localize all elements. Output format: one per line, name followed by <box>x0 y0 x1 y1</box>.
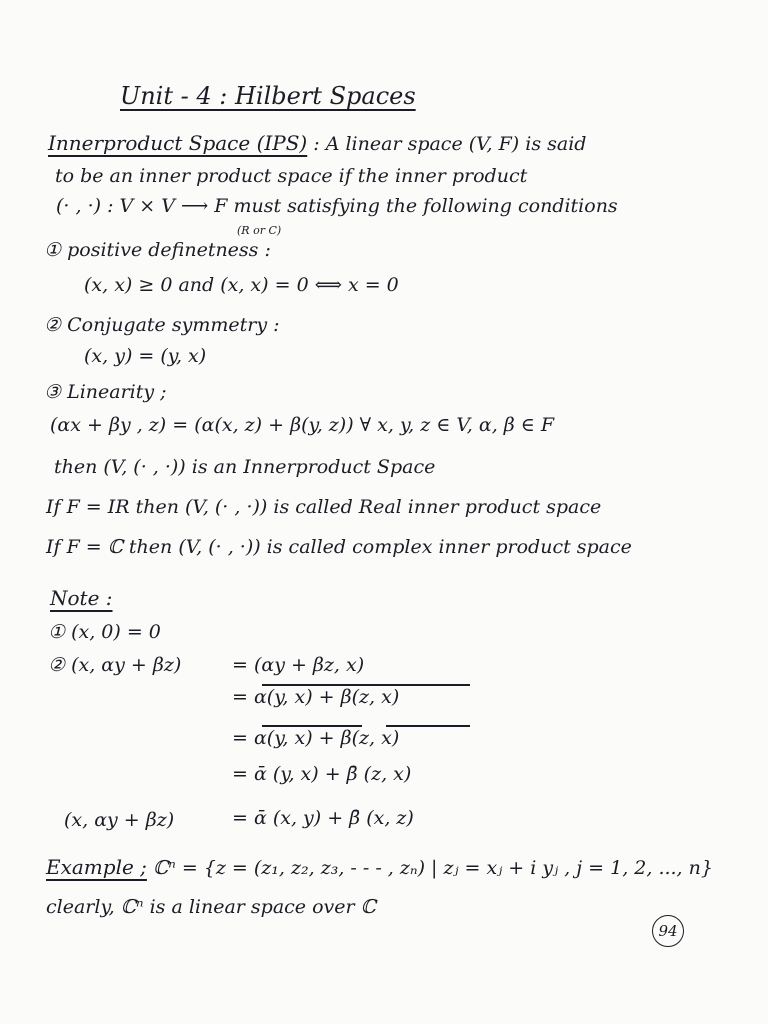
condition-1-label-text: positive definetness : <box>67 239 271 261</box>
note-item-1: ① (x, 0) = 0 <box>48 621 161 643</box>
page-title: Unit - 4 : Hilbert Spaces <box>120 82 416 110</box>
ips-heading: Innerproduct Space (IPS) <box>48 131 308 155</box>
condition-2-label-text: Conjugate symmetry : <box>67 314 280 336</box>
page-number-text: 94 <box>658 922 678 940</box>
condition-3-label <box>44 380 167 404</box>
condition-3-formula: (αx + βy , z) = (α(x, z) + β(y, z)) ∀ x, y, z ∈ V, α, β ∈ F <box>50 414 555 436</box>
note-result-lhs: (x, αy + βz) <box>64 809 175 831</box>
condition-2-marker: ② <box>44 314 62 336</box>
note-result-rhs: = ᾱ (x, y) + β̄ (x, z) <box>232 807 414 829</box>
example-heading: Example ; <box>46 855 147 879</box>
condition-1-marker: ① <box>44 239 62 261</box>
ips-definition-line-2: to be an inner product space if the inner product <box>55 165 528 187</box>
ips-definition-line-3: (· , ·) : V × V ⟶ F must satisfying the following conditions <box>56 195 618 217</box>
field-note: (R or C) <box>237 224 282 237</box>
note-heading: Note : <box>50 586 113 610</box>
then-line: then (V, (· , ·)) is an Innerproduct Space <box>54 456 436 478</box>
note-item-2-lhs: ② (x, αy + βz) <box>48 654 182 676</box>
complex-ips-line: If F = ℂ then (V, (· , ·)) is called complex inner product space <box>46 536 632 558</box>
condition-2-label <box>44 313 280 337</box>
ips-line-1-text: : A linear space (V, F) is said <box>313 133 587 155</box>
condition-1-label <box>44 238 271 262</box>
example-line-1 <box>46 855 713 880</box>
condition-1-formula: (x, x) ≥ 0 and (x, x) = 0 ⟺ x = 0 <box>84 274 399 296</box>
example-line-2: clearly, ℂⁿ is a linear space over ℂ <box>46 896 376 918</box>
conjugate-bar-step-2 <box>262 684 470 686</box>
ips-definition-line-1 <box>48 131 586 156</box>
note-step-3: = α(y, x) + β(z, x) <box>232 727 400 749</box>
real-ips-line: If F = IR then (V, (· , ·)) is called Real inner product space <box>46 496 602 518</box>
conjugate-bar-step-3b <box>386 725 470 727</box>
condition-3-marker: ③ <box>44 381 62 403</box>
conjugate-bar-step-3a <box>262 725 362 727</box>
note-step-2: = α(y, x) + β(z, x) <box>232 686 400 708</box>
page-number <box>652 915 684 947</box>
condition-2-formula: (x, y) = (y, x) <box>84 345 207 367</box>
example-text: ℂⁿ = {z = (z₁, z₂, z₃, - - - , zₙ) | zⱼ = xⱼ + i yⱼ , j = 1, 2, ..., n} <box>152 857 713 879</box>
condition-3-label-text: Linearity ; <box>67 381 167 403</box>
note-step-1: = (αy + βz, x) <box>232 654 365 676</box>
note-step-4: = ᾱ (y, x) + β̄ (z, x) <box>232 763 412 785</box>
